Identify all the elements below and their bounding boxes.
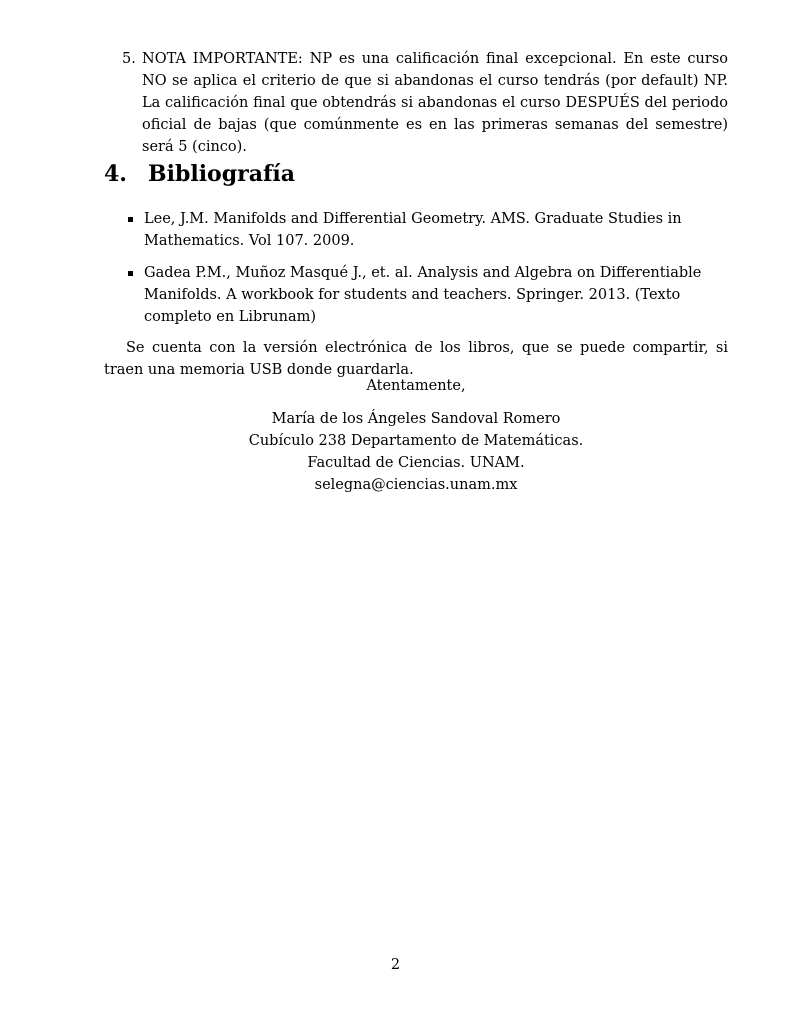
bibliography-entry <box>128 208 728 252</box>
page-number: 2 <box>390 957 401 973</box>
signature-name: María de los Ángeles Sandoval Romero <box>271 411 561 427</box>
bibliography-entry-text: Lee, J.M. Manifolds and Differential Geometry. AMS. Graduate Studies in Mathematics. Vol 107. 2009. <box>144 211 682 249</box>
note-item-number: 5. <box>122 51 136 67</box>
closing-paragraph: Se cuenta con la versión electrónica de los libros, que se puede compartir, si traen una memoria USB donde guardarla. <box>104 339 728 378</box>
note-item-text: NOTA IMPORTANTE: NP es una calificación final excepcional. En este curso NO se aplica el criterio de que si abandonas el curso tendrás (por default) NP. La calificación final que obtendrás si abandonas el curso DESPUÉS del periodo oficial de bajas (que comúnmente es en las primeras semanas del semestre) será 5 (cinco). <box>142 51 728 155</box>
section-heading-bibliografia <box>104 158 295 190</box>
signature-block <box>104 375 728 496</box>
bibliography-list <box>128 208 728 338</box>
signature-faculty: Facultad de Ciencias. UNAM. <box>307 455 525 471</box>
signature-email: selegna@ciencias.unam.mx <box>314 477 518 493</box>
bibliography-entry-text: Gadea P.M., Muñoz Masqué J., et. al. Analysis and Algebra on Differentiable Manifolds. A workbook for students and teachers. Springer. 2013. (Texto completo en Librunam) <box>144 265 702 325</box>
signature-office: Cubículo 238 Departamento de Matemáticas. <box>248 433 584 449</box>
bullet-icon <box>128 271 133 276</box>
bibliography-entry <box>128 262 728 328</box>
bullet-icon <box>128 217 133 222</box>
note-item-5 <box>122 48 728 158</box>
section-number: 4. <box>104 161 127 187</box>
signature-greeting: Atentamente, <box>366 378 466 394</box>
section-title: Bibliografía <box>148 161 296 187</box>
